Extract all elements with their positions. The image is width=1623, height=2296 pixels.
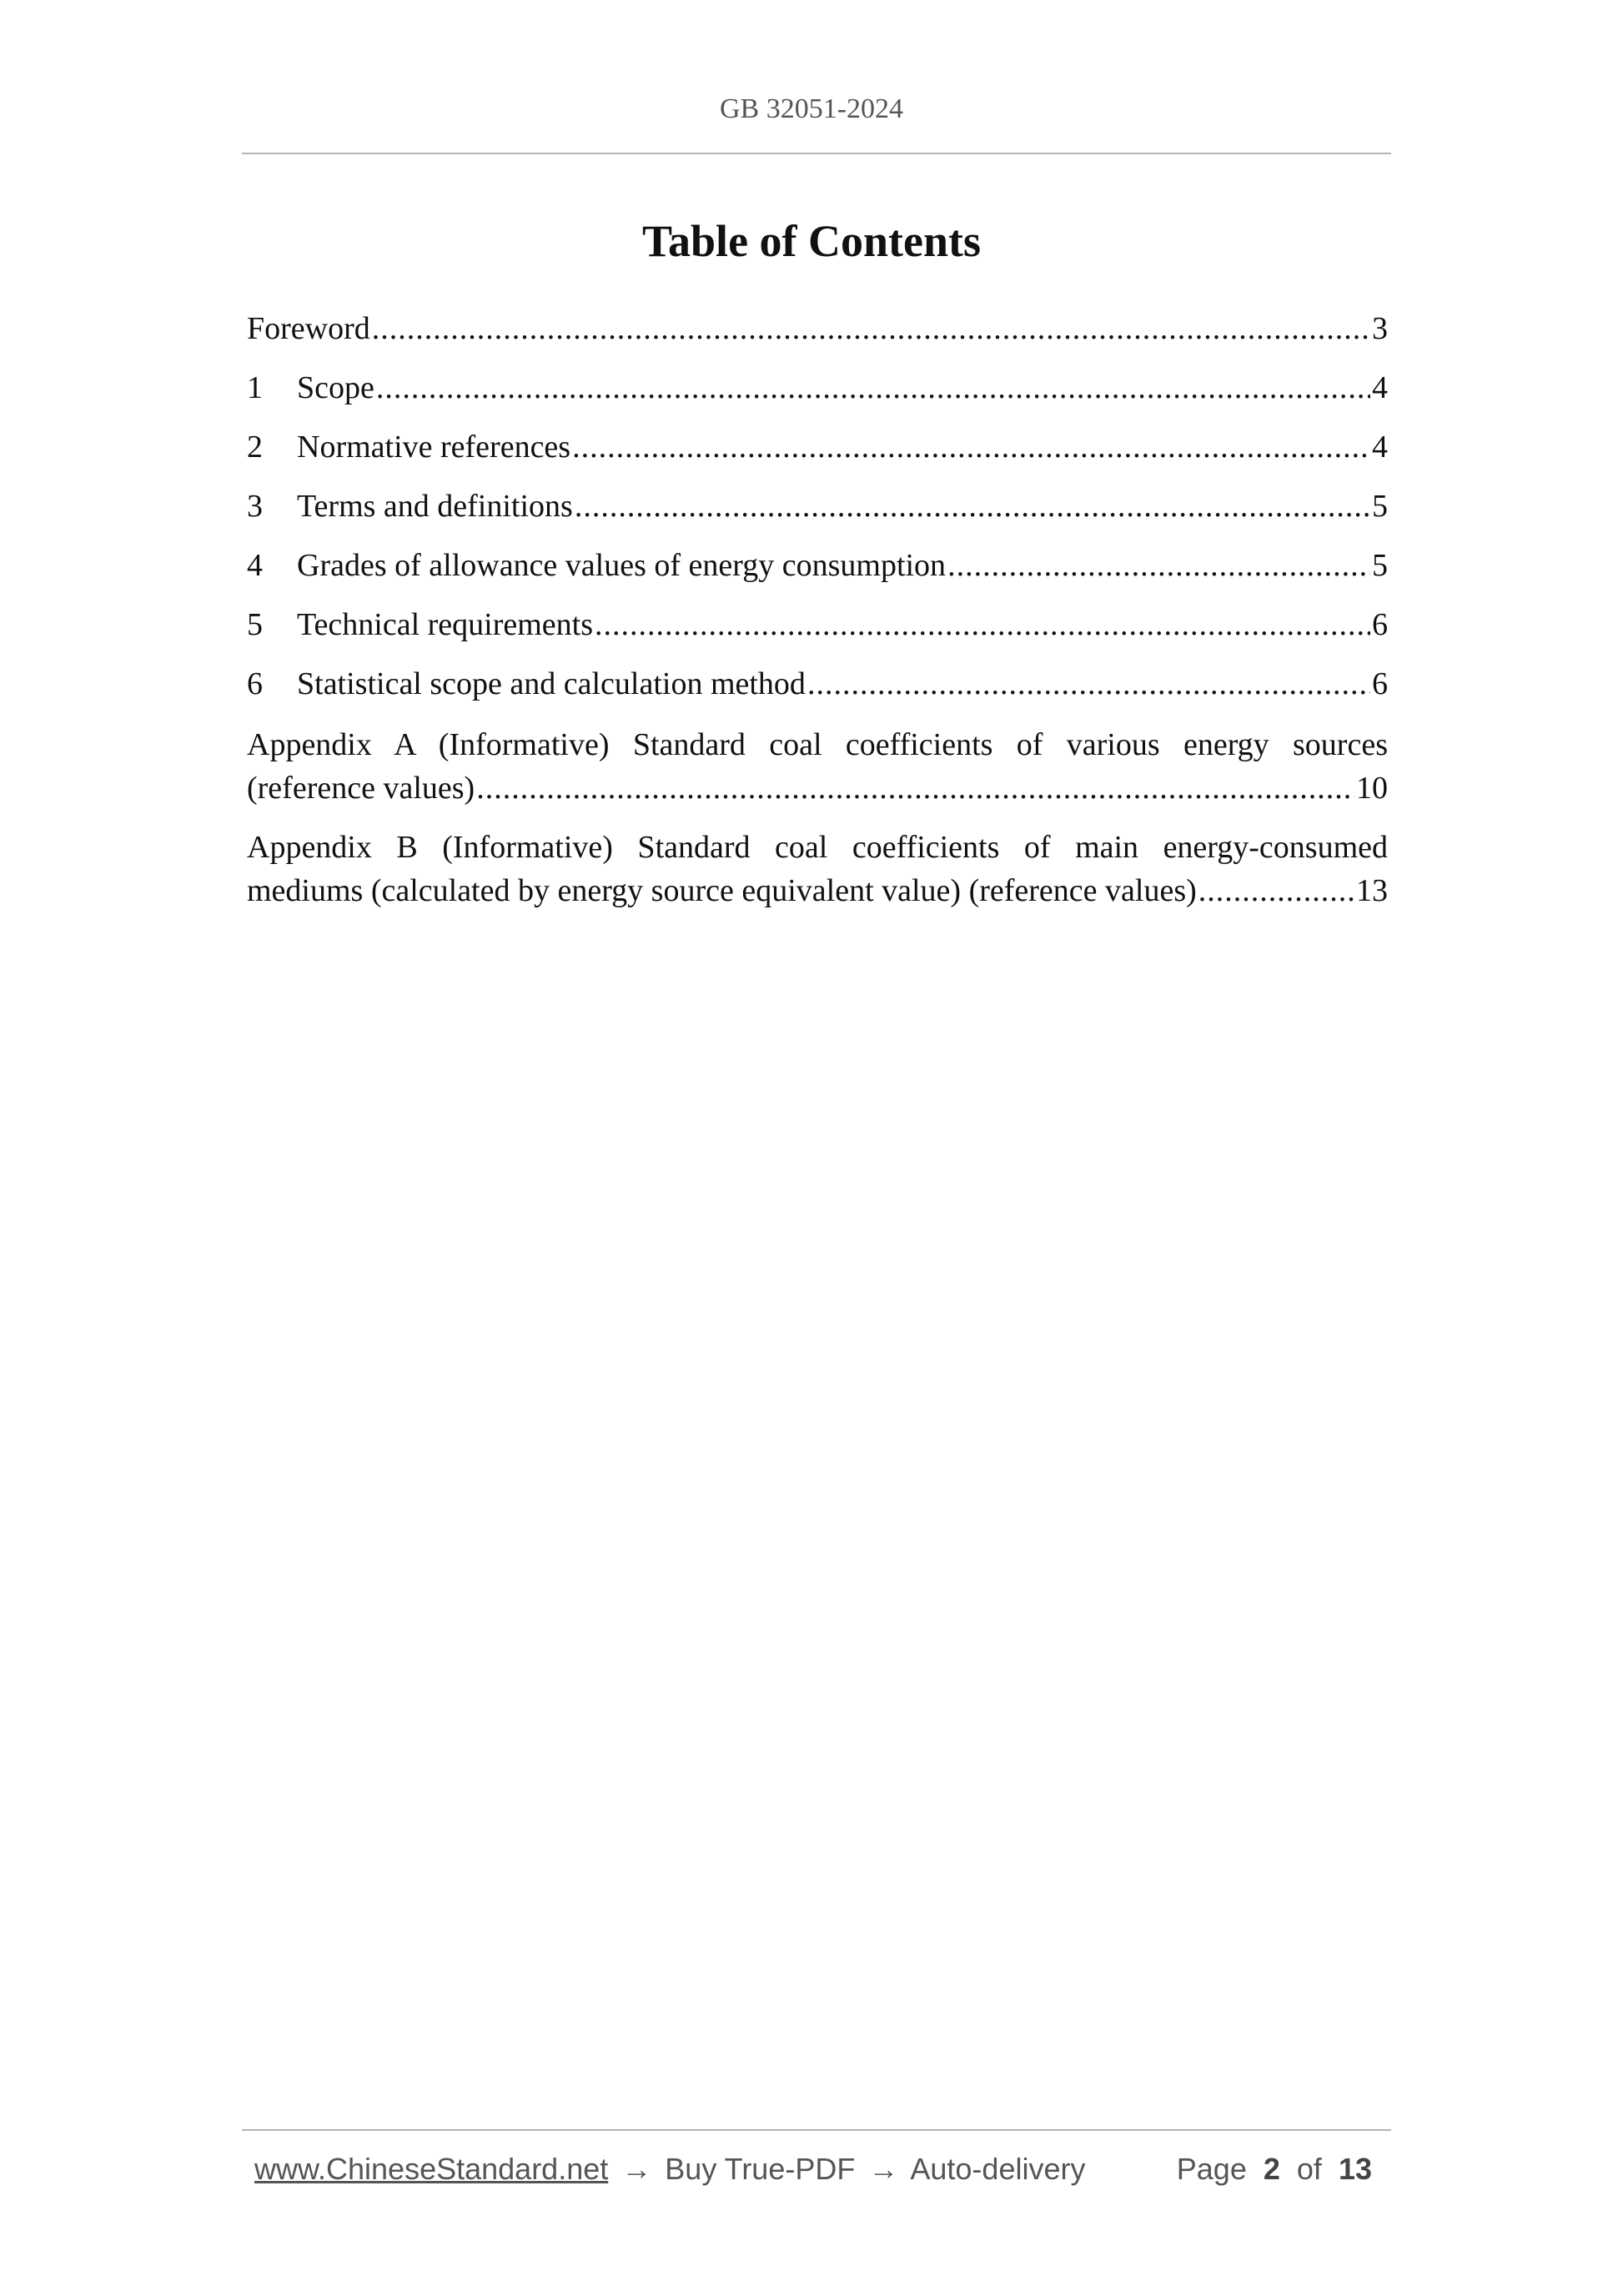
buy-true-pdf-text: Buy True-PDF [665, 2152, 856, 2186]
auto-delivery-text: Auto-delivery [910, 2152, 1086, 2186]
toc-leader-dots [807, 662, 1370, 706]
toc-entry-page: 6 [1372, 607, 1388, 642]
toc-entry-statistical-scope[interactable] [247, 662, 1388, 721]
toc-entry-page: 10 [1356, 771, 1388, 806]
toc-leader-dots [595, 603, 1370, 646]
toc-entry-page: 4 [1372, 430, 1388, 465]
toc-entry-number: 5 [247, 607, 263, 642]
site-link[interactable]: www.ChineseStandard.net [254, 2152, 609, 2186]
footer-divider [242, 2129, 1391, 2131]
toc-entry-appendix-a[interactable] [247, 723, 1388, 810]
toc-entry-technical-requirements[interactable] [247, 603, 1388, 662]
arrow-right-icon: → [621, 2152, 652, 2186]
page-indicator [1177, 2152, 1380, 2187]
toc-entry-label: Foreword [247, 311, 370, 346]
toc-entry-appendix-b[interactable] [247, 826, 1388, 912]
toc-entry-page: 5 [1372, 489, 1388, 524]
toc-entry-normative-references[interactable] [247, 425, 1388, 485]
toc-leader-dots [572, 425, 1370, 469]
toc-leader-dots [372, 307, 1370, 350]
toc-entry-number: 2 [247, 430, 263, 465]
toc-entry-label: Statistical scope and calculation method [297, 666, 806, 701]
toc-entry-label: Scope [297, 370, 374, 405]
header-divider [242, 153, 1391, 154]
page-footer [254, 2152, 1380, 2187]
toc-entry-page: 6 [1372, 666, 1388, 701]
toc-leader-dots [476, 766, 1354, 810]
toc-entry-label: Technical requirements [297, 607, 594, 642]
toc-entry-terms-and-definitions[interactable] [247, 485, 1388, 544]
of-word: of [1296, 2152, 1322, 2186]
toc-entry-number: 6 [247, 666, 263, 701]
toc-appendix-line: (reference values) [247, 771, 475, 806]
toc-appendix-line: mediums (calculated by energy source equivalent value) (reference values) [247, 873, 1197, 908]
toc-entry-label: Terms and definitions [297, 489, 573, 524]
page-word: Page [1176, 2152, 1247, 2186]
toc-leader-dots [1198, 869, 1354, 912]
toc-entry-scope[interactable] [247, 366, 1388, 425]
toc-entry-page: 13 [1356, 873, 1388, 908]
toc-entry-number: 1 [247, 370, 263, 405]
page-header-code: GB 32051-2024 [719, 93, 904, 124]
toc-entry-page: 5 [1372, 548, 1388, 583]
toc-entry-label: Normative references [297, 430, 571, 465]
toc-entry-page: 4 [1372, 370, 1388, 405]
toc-leader-dots [947, 544, 1370, 587]
toc-entry-page: 3 [1372, 311, 1388, 346]
toc-entry-label: Grades of allowance values of energy consumption [297, 548, 947, 583]
table-of-contents [247, 307, 1388, 928]
toc-leader-dots [575, 485, 1370, 528]
toc-title: Table of Contents [641, 216, 982, 266]
total-pages-number: 13 [1338, 2152, 1372, 2186]
arrow-right-icon: → [868, 2152, 899, 2186]
toc-entry-number: 3 [247, 489, 263, 524]
toc-entry-grades[interactable] [247, 544, 1388, 603]
toc-entry-number: 4 [247, 548, 263, 583]
toc-appendix-line: Appendix A (Informative) Standard coal coefficients of various energy sources [247, 727, 1388, 762]
current-page-number: 2 [1263, 2152, 1280, 2186]
toc-entry-foreword[interactable] [247, 307, 1388, 366]
toc-appendix-line: Appendix B (Informative) Standard coal coefficients of main energy-consumed [247, 830, 1388, 865]
toc-leader-dots [376, 366, 1370, 409]
